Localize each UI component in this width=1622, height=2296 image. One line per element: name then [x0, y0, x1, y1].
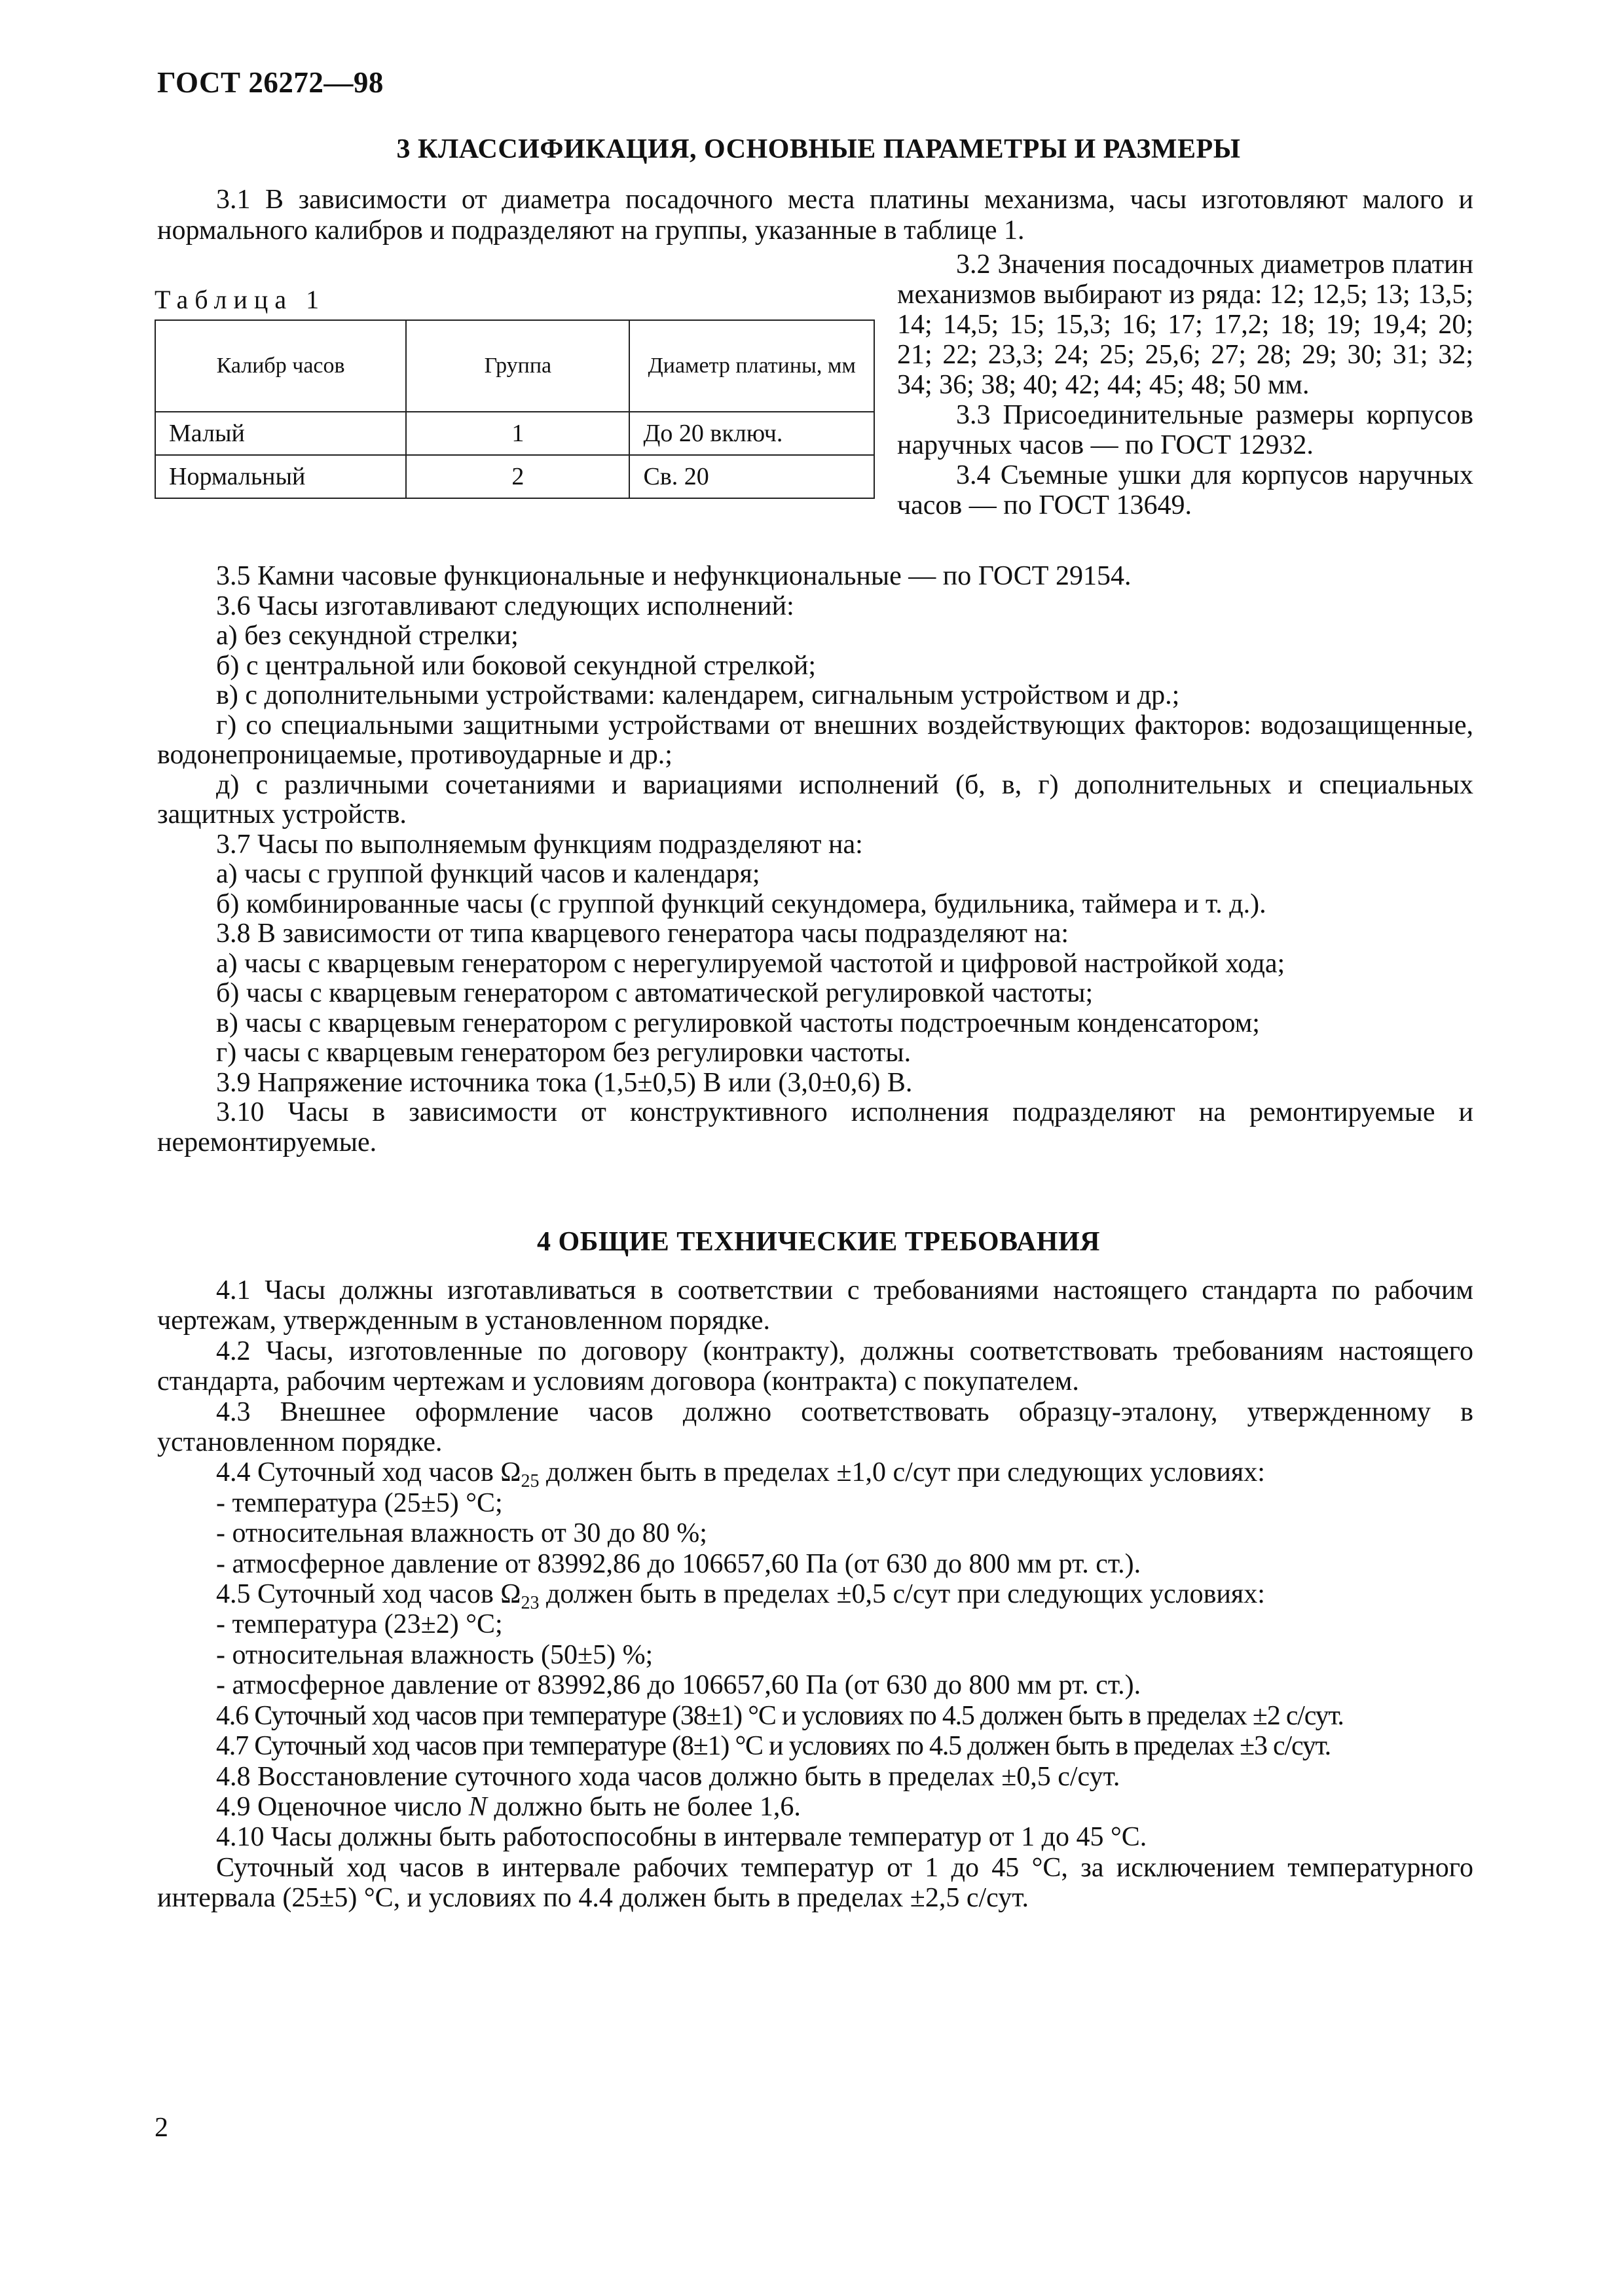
- table-1: [155, 319, 875, 499]
- table-cell: До 20 включ.: [629, 412, 874, 455]
- paragraph-4-9: [157, 1792, 1473, 1822]
- list-item: - атмосферное давление от 83992,86 до 106657,60 Па (от 630 до 800 мм рт. ст.).: [216, 1670, 1141, 1701]
- table-header-diameter: Диаметр платины, мм: [629, 320, 874, 412]
- section-4-title: 4 ОБЩИЕ ТЕХНИЧЕСКИЕ ТРЕБОВАНИЯ: [537, 1227, 1100, 1257]
- paragraph-4-1: 4.1 Часы должны изготавливаться в соответствии с требованиями настоящего стандарта по рабочим чертежам, утвержденным в установленном порядке.: [157, 1275, 1473, 1336]
- list-item: в) с дополнительными устройствами: календарем, сигнальным устройством и др.;: [216, 680, 1180, 710]
- table-1-caption: Таблица 1: [155, 285, 326, 314]
- paragraph-4-4: [157, 1457, 1473, 1492]
- paragraph-4-5: [157, 1579, 1473, 1614]
- paragraph-4-8: 4.8 Восстановление суточного хода часов должно быть в пределах ±0,5 с/сут.: [216, 1761, 1120, 1792]
- list-item: - атмосферное давление от 83992,86 до 106657,60 Па (от 630 до 800 мм рт. ст.).: [216, 1548, 1141, 1579]
- paragraph-3-10: 3.10 Часы в зависимости от конструктивного исполнения подразделяют на ремонтируемые и неремонтируемые.: [157, 1097, 1473, 1157]
- paragraph-3-4: 3.4 Съемные ушки для корпусов наручных часов — по ГОСТ 13649.: [897, 460, 1473, 520]
- paragraph-4-7: 4.7 Суточный ход часов при температуре (8±1) °С и условиях по 4.5 должен быть в пределах ±3 с/сут.: [216, 1731, 1331, 1762]
- omega-subscript: 23: [521, 1593, 540, 1614]
- paragraph-4-4-lead: 4.4 Суточный ход часов Ω: [216, 1457, 521, 1488]
- list-item: б) часы с кварцевым генератором с автоматической регулировкой частоты;: [216, 978, 1094, 1008]
- paragraph-3-3: 3.3 Присоединительные размеры корпусов наручных часов — по ГОСТ 12932.: [897, 400, 1473, 460]
- paragraph-3-2: 3.2 Значения посадочных диаметров платин механизмов выбирают из ряда: 12; 12,5; 13; 13,5; 14; 14,5; 15; 15,3; 16; 17; 17,2; 18; 19; 19,4; 20; 21; 22; 23,3; 24; 25; 25,6; 27; 28; 29; 30; 31; 32; 34; 36; 38; 40; 42; 44; 45; 48; 50 мм.: [897, 249, 1473, 400]
- list-item: г) часы с кварцевым генератором без регулировки частоты.: [216, 1038, 912, 1068]
- list-item: д) с различными сочетаниями и вариациями исполнений (б, в, г) дополнительных и специальных защитных устройств.: [157, 769, 1473, 829]
- omega-subscript: 25: [521, 1471, 540, 1492]
- paragraph-4-6: 4.6 Суточный ход часов при температуре (38±1) °С и условиях по 4.5 должен быть в пределах ±2 с/сут.: [216, 1700, 1344, 1731]
- list-item: в) часы с кварцевым генератором с регулировкой частоты подстроечным конденсатором;: [216, 1008, 1260, 1038]
- section-4-body: [157, 1275, 1473, 1914]
- paragraph-4-10: 4.10 Часы должны быть работоспособны в интервале температур от 1 до 45 °С.: [216, 1822, 1147, 1853]
- paragraph-3-7: 3.7 Часы по выполняемым функциям подразделяют на:: [216, 829, 863, 860]
- table-cell: 1: [406, 412, 629, 455]
- section-3-body: [157, 562, 1473, 1157]
- paragraph-3-1-text: 3.1 В зависимости от диаметра посадочного места платины механизма, часы изготовляют малого и нормального калибров и подразделяют на группы, указанные в таблице 1.: [157, 185, 1473, 246]
- table-header-row: [155, 320, 874, 412]
- paragraph-3-6: 3.6 Часы изготавливают следующих исполнений:: [216, 591, 794, 621]
- paragraph-4-3: 4.3 Внешнее оформление часов должно соответствовать образцу-эталону, утвержденному в установленном порядке.: [157, 1396, 1473, 1458]
- page-number: 2: [155, 2113, 168, 2143]
- table-cell: Св. 20: [629, 455, 874, 498]
- table-row: [155, 412, 874, 455]
- list-item: - температура (23±2) °С;: [216, 1609, 503, 1640]
- paragraph-4-2: 4.2 Часы, изготовленные по договору (контракту), должны соответствовать требованиям настоящего стандарта, рабочим чертежам и условиям договора (контракта) с покупателем.: [157, 1336, 1473, 1397]
- list-item: а) без секундной стрелки;: [216, 621, 519, 651]
- table-cell: 2: [406, 455, 629, 498]
- list-item: - относительная влажность от 30 до 80 %;: [216, 1518, 707, 1549]
- paragraph-3-1: [157, 185, 1473, 246]
- paragraph-4-10-continued: Суточный ход часов в интервале рабочих температур от 1 до 45 °С, за исключением температурного интервала (25±5) °С, и условиях по 4.4 должен быть в пределах ±2,5 с/сут.: [157, 1852, 1473, 1914]
- side-column: [897, 249, 1473, 520]
- paragraph-3-8: 3.8 В зависимости от типа кварцевого генератора часы подразделяют на:: [216, 919, 1069, 949]
- table-header-caliber: Калибр часов: [155, 320, 406, 412]
- table-row: [155, 455, 874, 498]
- table-header-group: Группа: [406, 320, 629, 412]
- paragraph-4-5-lead: 4.5 Суточный ход часов Ω: [216, 1579, 521, 1610]
- variable-n: N: [468, 1791, 487, 1822]
- paragraph-4-9-lead: 4.9 Оценочное число: [216, 1791, 469, 1822]
- paragraph-4-5-rest: должен быть в пределах ±0,5 с/сут при следующих условиях:: [539, 1579, 1265, 1610]
- list-item: а) часы с кварцевым генератором с нерегулируемой частотой и цифровой настройкой хода;: [216, 948, 1285, 979]
- list-item: г) со специальными защитными устройствами от внешних воздействующих факторов: водозащищенные, водонепроницаемые, противоударные и др.;: [157, 710, 1473, 770]
- standard-header: ГОСТ 26272—98: [157, 66, 384, 99]
- table-cell: Нормальный: [155, 455, 406, 498]
- list-item: - температура (25±5) °С;: [216, 1487, 503, 1518]
- list-item: - относительная влажность (50±5) %;: [216, 1639, 654, 1670]
- list-item: б) комбинированные часы (с группой функций секундомера, будильника, таймера и т. д.).: [216, 888, 1266, 919]
- paragraph-4-4-rest: должен быть в пределах ±1,0 с/сут при следующих условиях:: [539, 1457, 1265, 1488]
- list-item: б) с центральной или боковой секундной стрелкой;: [216, 650, 817, 681]
- list-item: а) часы с группой функций часов и календаря;: [216, 859, 760, 889]
- paragraph-4-9-rest: должно быть не более 1,6.: [487, 1791, 801, 1822]
- section-3-title: 3 КЛАССИФИКАЦИЯ, ОСНОВНЫЕ ПАРАМЕТРЫ И РАЗМЕРЫ: [396, 134, 1241, 164]
- paragraph-3-9: 3.9 Напряжение источника тока (1,5±0,5) В или (3,0±0,6) В.: [216, 1067, 913, 1098]
- table-cell: Малый: [155, 412, 406, 455]
- paragraph-3-5: 3.5 Камни часовые функциональные и нефункциональные — по ГОСТ 29154.: [216, 561, 1132, 591]
